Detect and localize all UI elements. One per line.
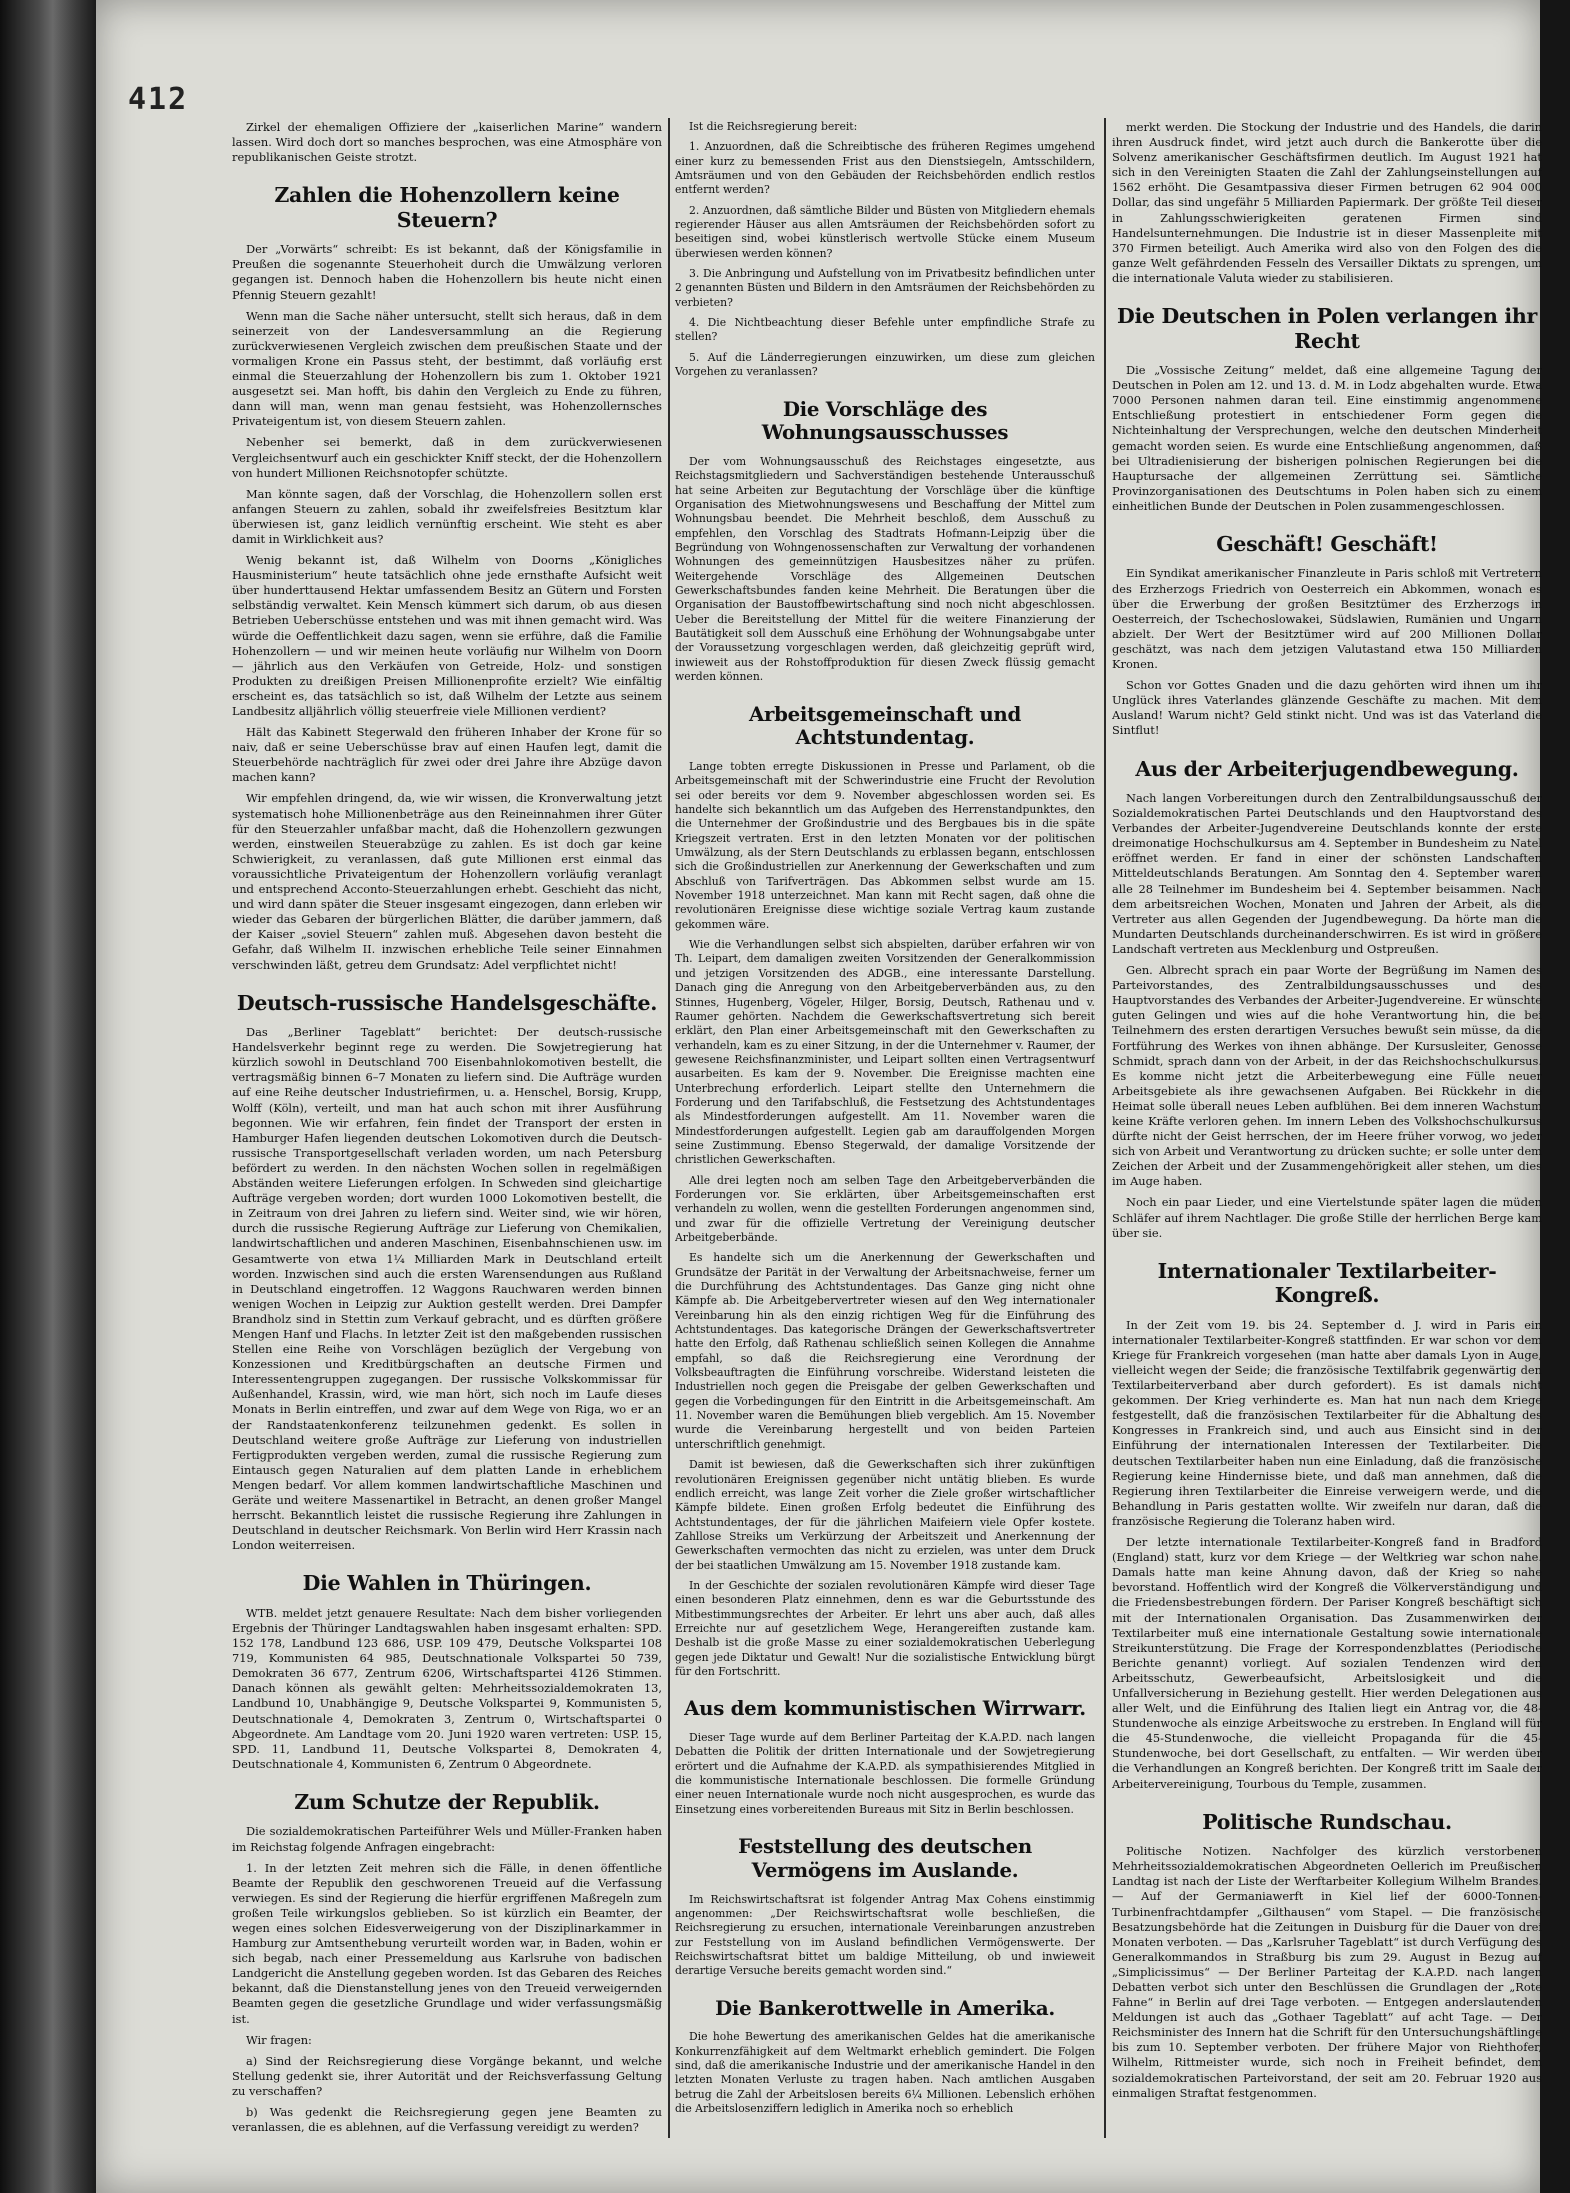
article-paragraph: Nebenher sei bemerkt, daß in dem zurückverwiesenen Vergleichsentwurf auch ein geschickter Kniff steckt, der die Hohenzollern von hundert Millionen Reichsnotopfer schützte.: [232, 435, 662, 480]
article-paragraph: Alle drei legten noch am selben Tage den Arbeitgeberverbänden die Forderungen vor. Sie erklärten, über Arbeitsgemeinschaften erst verhandeln zu wollen, wenn die gestellten Forderungen angenommen sind, und zwar für die offizielle Vertretung der Vereinigung deutscher Arbeitgeberbände.: [675, 1173, 1095, 1244]
article-paragraph: merkt werden. Die Stockung der Industrie und des Handels, die darin ihren Ausdruck findet, wird jetzt auch durch die Bankerotte über die Solvenz amerikanischer Geschäftsfirmen deutlich. Im August 1921 hat sich in den Vereinigten Staaten die Zahl der Zahlungseinstellungen auf 1562 erhöht. Die Gesamtpassiva dieser Firmen betrugen 62 904 000 Dollar, das sind ungefähr 5 Milliarden Papiermark. Der größte Teil dieser in Zahlungsschwierigkeiten geratenen Firmen sind Handelsunternehmungen. Die Industrie ist in dieser Massenpleite mit 370 Firmen beteiligt. Auch Amerika wird also von den Folgen des die ganze Welt gefährdenden Fesseln des Versailler Diktats zu sprengen, um die internationale Valuta wieder zu stabilisieren.: [1112, 120, 1542, 285]
article-paragraph: In der Zeit vom 19. bis 24. September d. J. wird in Paris ein internationaler Textilarbeiter-Kongreß stattfinden. Er war schon vor dem Kriege für Frankreich vorgesehen (man hatte aber damals Lyon in Auge, vielleicht wegen der Seide; die französische Textilfabrik gegenwärtig den Textilarbeiterverband aber durch gefordert). Es ist damals nicht gekommen. Der Krieg verhinderte es. Man hat nun nach dem Kriege festgestellt, daß die französischen Textilarbeiter für die Abhaltung des Kongresses in Frankreich sind, und auch aus Einsicht sind in der Einführung der internationalen Interessen der Textilarbeiter. Die deutschen Textilarbeiter haben nun eine Einladung, daß die französische Regierung keine Hindernisse biete, und daß man annehmen, daß die Regierung ihren Textilarbeiter die Einreise verweigern werde, und die Behandlung in Paris gestatten wollte. Wir zweifeln nur daran, daß die französische Regierung die Toleranz haben wird.: [1112, 1317, 1542, 1528]
article-paragraph: Dieser Tage wurde auf dem Berliner Parteitag der K.A.P.D. nach langen Debatten die Politik der dritten Internationale und der Sowjetregierung erörtert und die Aufnahme der K.A.P.D. als sympathisierendes Mitglied in die kommunistische Internationale beschlossen. Die formelle Gründung einer neuen Internationale wurde noch nicht ausgesprochen, es wurde das Einsetzung eines vorbereitenden Bureaus mit Sitz in Berlin beschlossen.: [675, 1731, 1095, 1816]
article-paragraph: 1. Anzuordnen, daß die Schreibtische des früheren Regimes umgehend einer kurz zu bemessenden Frist aus den Dienstsiegeln, Amtsschildern, Amtsräumen und von den Gebäuden der Reichsbehörden endlich restlos entfernt werden?: [675, 140, 1095, 197]
article-paragraph: Man könnte sagen, daß der Vorschlag, die Hohenzollern sollen erst anfangen Steuern zu zahlen, sobald ihr zweifelsfreies Besitztum klar überwiesen ist, ganz leidlich vernünftig erscheint. Wie steht es aber damit in Wirklichkeit aus?: [232, 486, 662, 546]
article-paragraph: Der vom Wohnungsausschuß des Reichstages eingesetzte, aus Reichstagsmitgliedern und Sachverständigen bestehende Unterausschuß hat seine Arbeiten zur Begutachtung der Vorschläge über die künftige Organisation des Mietwohnungswesens und Beschaffung der Mittel zum Wohnungsbau beendet. Die Mehrheit beschloß, dem Ausschuß zu empfehlen, den Vorschlag des Stadtrats Hofmann-Leipzig über die Begründung von Wohngenossenschaften zur Verwaltung der vorhandenen Wohnungen des gemeinnützigen Hausbesitzes näher zu prüfen. Weitergehende Vorschläge des Allgemeinen Deutschen Gewerkschaftsbundes fanden keine Mehrheit. Die Beratungen über die Organisation der Baustoffbewirtschaftung sind noch nicht abgeschlossen. Ueber die Bereitstellung der Mittel für die weitere Finanzierung der Bautätigkeit soll dem Ausschuß eine Erhöhung der Wohnungsabgabe unter der Voraussetzung vorgeschlagen werden, daß gleichzeitig geprüft wird, inwieweit aus der Rohstoffproduktion für diesen Zweck flüssig gemacht werden können.: [675, 455, 1095, 684]
article-paragraph: Wenn man die Sache näher untersucht, stellt sich heraus, daß in dem seinerzeit von der Landesversammlung an die Regierung zurückverwiesenen Vergleich zwischen dem preußischen Staate und der vormaligen Krone ein Passus steht, der bestimmt, daß vorläufig erst einmal die Steuerzahlung der Hohenzollern bis zum 1. Oktober 1921 ausgesetzt sei. Man hofft, bis dahin den Vergleich zu Ende zu führen, dann will man, wenn man genau festsieht, was Hohenzollernsches Privateigentum ist, von diesem Steuern zahlen.: [232, 308, 662, 429]
article-paragraph: Lange tobten erregte Diskussionen in Presse und Parlament, ob die Arbeitsgemeinschaft mit der Schwerindustrie eine Frucht der Revolution sei oder bereits vor dem 9. November abgeschlossen worden sei. Es handelte sich bekanntlich um das Aufgeben des Herrenstandpunktes, den die Unternehmer der Großindustrie und des Bergbaues bis in die späte Kriegszeit vertraten. Erst in den letzten Monaten vor der politischen Umwälzung, als der Stern Deutschlands zu erblassen begann, entschlossen sich die Großindustriellen zur Anerkennung der Gewerkschaften und zum Abschluß von Tarifverträgen. Das Abkommen selbst wurde am 15. November 1918 unterzeichnet. Man kann mit Recht sagen, daß ohne die revolutionären Ereignisse diese wichtige soziale Vertrag kaum zustande gekommen wäre.: [675, 760, 1095, 931]
article-paragraph: Wenig bekannt ist, daß Wilhelm von Doorns „Königliches Hausministerium“ heute tatsächlich ohne jede ernsthafte Aufsicht weit über hunderttausend Hektar umfassendem Besitz an Gütern und Forsten selbständig verwaltet. Kein Mensch kümmert sich darum, ob aus diesen Betrieben Ueberschüsse entstehen und was mit ihnen gemacht wird. Was würde die Oeffentlichkeit dazu sagen, wenn sie erführe, daß die Familie Hohenzollern — und wir meinen heute vorläufig nur Wilhelm von Doorn — jährlich aus den Verkäufen von Getreide, Holz- und sonstigen Produkten zu dreißigen Preisen Millionenprofite erzielt? Wie einfältig erscheint es, das tatsächlich so ist, daß Wilhelm der Letzte aus seinem Landbesitz alljährlich völlig steuerfreie viele Millionen verdient?: [232, 553, 662, 718]
article-headline: Die Vorschläge des Wohnungsausschusses: [761, 396, 1009, 445]
column-rule-2: [1104, 118, 1106, 2138]
article-paragraph: b) Was gedenkt die Reichsregierung gegen jene Beamten zu veranlassen, die es ablehnen, auf die Verfassung vereidigt zu werden?: [232, 2105, 662, 2135]
article-headline: Die Deutschen in Polen verlangen ihr Recht: [1116, 304, 1538, 353]
article-paragraph: Die hohe Bewertung des amerikanischen Geldes hat die amerikanische Konkurrenzfähigkeit auf dem Weltmarkt erheblich gemindert. Die Folgen sind, daß die amerikanische Industrie und der amerikanische Handel in den letzten Monaten Verluste zu tragen haben. Nach amtlichen Ausgaben betrug die Zahl der Arbeitslosen bereits 6¼ Millionen. Lebenslich erhöhen die Arbeitslosenziffern lediglich in Amerika noch so erheblich: [675, 2030, 1095, 2116]
article-paragraph: In der Geschichte der sozialen revolutionären Kämpfe wird dieser Tage einen besonderen Platz einnehmen, denn es war die Geburtsstunde des Mitbestimmungsrechtes der Arbeiter. Er lehrt uns aber auch, daß alles Erreichte nur auf gesetzlichem Wege, Herangereiften zustande kam. Deshalb ist die große Masse zu einer sozialdemokratischen Ueberlegung gegen jede Diktatur und Gewalt! Nur die sozialistische Entwicklung bürgt für den Fortschritt.: [675, 1578, 1095, 1678]
scan-right-edge: [1540, 0, 1570, 2193]
column-1: [232, 120, 662, 2141]
article-paragraph: Im Reichswirtschaftsrat ist folgender Antrag Max Cohens einstimmig angenommen: „Der Reichswirtschaftsrat wolle beschließen, die Reichsregierung zu ersuchen, internationale Vereinbarungen anzustreben zur Feststellung von im Ausland befindlichen Vermögenswerte. Der Reichswirtschaftsrat bittet um baldige Mitteilung, ob und inwieweit derartige Versuche bereits gemacht worden sind.“: [675, 1892, 1095, 1978]
article-paragraph: Politische Notizen. Nachfolger des kürzlich verstorbenen Mehrheitssozialdemokratischen Abgeordneten Oellerich im Preußischen Landtag ist nach der Liste der Werftarbeiter Kollegium Wilhelm Brandes. — Auf der Germaniawerft in Kiel lief der 6000-Tonnen-Turbinenfrachtdampfer „Gilthausen“ vom Stapel. — Die französische Besatzungsbehörde hat die Zeitungen in Duisburg für die Dauer von drei Monaten verboten. — Das „Karlsruher Tageblatt“ ist durch Verfügung des Generalkommandos in Straßburg bis zum 29. August in Bezug auf „Simplicissimus“ — Der Berliner Parteitag der K.A.P.D. nach langen Debatten verbot sich unter den Beschlüssen die Grundlagen der „Rote Fahne“ in Berlin auf drei Tage verboten. — Entgegen anderslautenden Meldungen ist auch das „Gothaer Tageblatt“ auf acht Tage. — Der Reichsminister des Innern hat die Schrift für den Untersuchungshäftlinge bis zum 10. September verboten. Der frühere Major von Riehthofer, Wilhelm, Rittmeister wurde, sich noch in Freiheit befindet, dem sozialdemokratischen Parteivorstand, der seit am 20. Februar 1920 aus einmaligen Straftat festgenommen.: [1112, 1844, 1542, 2100]
article-headline: Feststellung des deutschen Vermögens im Auslande.: [738, 1834, 1032, 1882]
article-paragraph: 1. In der letzten Zeit mehren sich die Fälle, in denen öffentliche Beamte der Republik den geschworenen Treueid auf die Verfassung verwiegen. Es sind der Regierung die hierfür ergriffenen Maßregeln zum großen Teile wirkungslos geblieben. So ist kürzlich ein Beamter, der wegen eines solchen Eidesverweigerung von der Disziplinarkammer in Hamburg zur Amtsenthebung verurteilt worden war, in Baden, wohin er sich begab, nach einer Pressemeldung aus Karlsruhe von badischen Landgericht die Anstellung gegeben worden. Ist das Gebaren des Reiches bekannt, daß die Dienstanstellung jenes von den Treueid verweigernden Beamten gegen die gesetzliche Grundlage und wider verfassungsmäßig ist.: [232, 1860, 662, 2026]
article-paragraph: Wir fragen:: [246, 2032, 312, 2047]
article-paragraph: Nach langen Vorbereitungen durch den Zentralbildungsausschuß der Sozialdemokratischen Partei Deutschlands und den Hauptvorstand des Verbandes der Arbeiter-Jugendvereine Deutschlands konnte der erste dreimonatige Hochschulkursus am 4. September in Bundesheim zu Natel eröffnet werden. Er fand in einer der schönsten Landschaften Mitteldeutschlands Beratungen. Am Sonntag den 4. September waren alle 28 Teilnehmer im Bundesheim bei 4. September beisammen. Nach dem arbeitsreichen Wochen, Monaten und Jahren der Arbeit, als die Vertreter aus allen Gegenden der Jugendbewegung. Da hörte man die Mundarten Deutschlands durcheinanderschwirren. Es ist wird in größere Landschaft vertreten aus Mecklenburg und Ostpreußen.: [1112, 791, 1542, 956]
article-paragraph: 4. Die Nichtbeachtung dieser Befehle unter empfindliche Strafe zu stellen?: [675, 316, 1095, 344]
article-headline: Zum Schutze der Republik.: [294, 1789, 600, 1814]
article-paragraph: Gen. Albrecht sprach ein paar Worte der Begrüßung im Namen des Parteivorstandes, des Zentralbildungsausschusses und des Hauptvorstandes des Verbandes der Arbeiter-Jugendvereine. Er wünschte guten Gelingen und wies auf die hohe Verantwortung hin, die bei Teilnehmern des ersten derartigen Versuches bewußt sein müsse, da die Fortführung des Werkes von ihnen abhänge. Der Kursusleiter, Genosse Schmidt, sprach dann von der Arbeit, in der das Reichshochschulkursus. Es komme nicht jetzt die Arbeiterbewegung eine Fülle neuer Arbeitsgebiete als ihre gewachsenen Aufgaben. Bei Rückkehr in die Heimat solle überall neues Leben aufblühen. Bei dem inneren Wachstum keine Kräfte verloren gehen. Im innern Leben des Volkshochschulkursus dürfte nicht der Geist herrschen, der im Heere früher vorwog, wo jeder sich von Arbeit und Verantwortung zu drücken suchte; er solle unter dem Zeichen der Arbeit und der Zusammengehörigkeit aller stehen, um dies im Auge haben.: [1112, 963, 1542, 1189]
article-paragraph: WTB. meldet jetzt genauere Resultate: Nach dem bisher vorliegenden Ergebnis der Thüringer Landtagswahlen haben insgesamt erhalten: SPD. 152 178, Landbund 123 686, USP. 109 479, Deutsche Volkspartei 108 719, Kommunisten 64 985, Deutschnationale Volkspartei 50 739, Demokraten 36 677, Zentrum 6206, Wirtschaftspartei 4126 Stimmen. Danach können als gewählt gelten: Mehrheitssozialdemokraten 13, Landbund 10, Unabhängige 9, Deutsche Volkspartei 9, Kommunisten 5, Deutschnationale 4, Demokraten 3, Zentrum 0, Wirtschaftspartei 0 Abgeordnete. Am Landtage vom 20. Juni 1920 waren vertreten: USP. 15, SPD. 11, Landbund 11, Deutsche Volkspartei 8, Demokraten 4, Deutschnationale 4, Kommunisten 6, Zentrum 0 Abgeordnete.: [232, 1605, 662, 1771]
article-paragraph: Ist die Reichsregierung bereit:: [689, 120, 858, 133]
article-headline: Geschäft! Geschäft!: [1216, 531, 1438, 556]
column-2: [675, 120, 1095, 2123]
column-3: [1112, 120, 1542, 2107]
article-headline: Aus dem kommunistischen Wirrwarr.: [684, 1696, 1086, 1721]
article-paragraph: Damit ist bewiesen, daß die Gewerkschaften sich ihrer zukünftigen revolutionären Ereignissen gegenüber nicht untätig blieben. Es wurde endlich erreicht, was lange Zeit vorher die Ziele großer wirtschaftlicher Kämpfe bildete. Einen großen Erfolg bedeutet die Einführung des Achtstundentages, der für die jährlichen Maifeiern viele Opfer kostete. Zahllose Streiks um Verkürzung der Arbeitszeit und Anerkennung der Gewerkschaften vermochten das nicht zu erzielen, was unter dem Druck der bei staatlichen Umwälzung am 15. November 1918 zustande kam.: [675, 1458, 1095, 1572]
article-headline: Deutsch-russische Handelsgeschäfte.: [236, 990, 658, 1015]
article-headline: Arbeitsgemeinschaft und Achtstundentag.: [749, 701, 1021, 750]
article-headline: Die Bankerottwelle in Amerika.: [715, 1995, 1055, 2020]
article-headline: Die Wahlen in Thüringen.: [302, 1571, 592, 1596]
article-paragraph: Die sozialdemokratischen Parteiführer Wels und Müller-Franken haben im Reichstag folgende Anfragen eingebracht:: [232, 1824, 662, 1854]
article-paragraph: Der letzte internationale Textilarbeiter-Kongreß fand in Bradford (England) statt, kurz vor dem Kriege — der Weltkrieg war schon nahe. Damals hatte man keine Ahnung davon, daß der Krieg so nahe bevorstand. Hoffentlich wird der Kongreß die Völkerverständigung und die Friedensbestrebungen fördern. Der Pariser Kongreß beschäftigt sich mit der Internationalen Organisation. Das Zusammenwirken der Textilarbeiter muß eine internationale Gestaltung sowie internationale Streikunterstützung. Die Frage der Korrespondenzblattes (Periodische Berichte genannt) vorliegt. Auf sozialen Tendenzen wird den Arbeitsschutz, Gewerbeaufsicht, Arbeitslosigkeit und die Unfallversicherung in Beziehung gestellt. Hier werden Delegationen aus aller Welt, und die Einführung des Italien liegt ein Antrag vor, die 48-Stundenwoche als einzige Arbeitswoche zu erstreben. In England will für die 45-Stundenwoche, die vielleicht Propaganda für die 45-Stundenwoche, bei dort Gesellschaft, zu entfalten. — Wir werden über die Verhandlungen an Kongreß berichten. Der Kongreß tritt im Saale der Arbeitervereinigung, Tourbous du Temple, zusammen.: [1112, 1535, 1542, 1791]
article-paragraph: Die „Vossische Zeitung“ meldet, daß eine allgemeine Tagung der Deutschen in Polen am 12. und 13. d. M. in Lodz abgehalten wurde. Etwa 7000 Personen nahmen daran teil. Eine einstimmig angenommene Entschließung protestiert in entschiedener Form gegen die Nichteinhaltung der Versprechungen, welche den deutschen Minderheit gemacht worden seien. Es wurde eine Entschließung angenommen, daß bei Ultradienisierung der bisherigen polnischen Regierungen bei die Hauptursache der allgemeinen Zerrüttung sei. Sämtliche Provinzorganisationen des Deutschtums in Polen haben sich zu einem einheitlichen Bunde der Deutschen in Polen zusammengeschlossen.: [1112, 363, 1542, 513]
article-paragraph: 2. Anzuordnen, daß sämtliche Bilder und Büsten von Mitgliedern ehemals regierender Häuser aus allen Amtsräumen der Reichsbehörden sofort zu beseitigen sind, wobei künstlerisch wertvolle Stücke einem Museum überwiesen werden können?: [675, 203, 1095, 260]
article-headline: Internationaler Textilarbeiter-Kongreß.: [1157, 1258, 1497, 1308]
article-paragraph: Hält das Kabinett Stegerwald den früheren Inhaber der Krone für so naiv, daß er seine Ueberschüsse brav auf einen Haufen legt, damit die Steuerbehörde nachträglich für zwei oder drei Jahre ihre Abzüge davon machen kann?: [232, 725, 662, 785]
article-headline: Aus der Arbeiterjugendbewegung.: [1135, 756, 1519, 781]
article-paragraph: Schon vor Gottes Gnaden und die dazu gehörten wird ihnen um ihr Unglück ihres Vaterlandes glänzende Geschäfte zu machen. Mit dem Ausland! Warum nicht? Geld stinkt nicht. Und was ist das Vaterland die Sintflut!: [1112, 678, 1542, 738]
article-paragraph: 3. Die Anbringung und Aufstellung von im Privatbesitz befindlichen unter 2 genannten Büsten und Bildern in den Amtsräumen der Reichsbehörden zu verbieten?: [675, 267, 1095, 309]
article-paragraph: 5. Auf die Länderregierungen einzuwirken, um diese zum gleichen Vorgehen zu veranlassen?: [675, 350, 1095, 379]
article-paragraph: a) Sind der Reichsregierung diese Vorgänge bekannt, und welche Stellung gedenkt sie, ihrer Autorität und der Reichsverfassung Geltung zu verschaffen?: [232, 2053, 662, 2098]
article-headline: Zahlen die Hohenzollern keine Steuern?: [274, 183, 620, 232]
article-paragraph: Zirkel der ehemaligen Offiziere der „kaiserlichen Marine“ wandern lassen. Wird doch dort so manches besprochen, was eine Atmosphäre von republikanischen Geiste strotzt.: [232, 120, 662, 165]
article-paragraph: Der „Vorwärts“ schreibt: Es ist bekannt, daß der Königsfamilie in Preußen die sogenannte Steuerhoheit durch die Umwälzung verloren gegangen ist. Dennoch haben die Hohenzollern bis heute nicht einen Pfennig Steuern gezahlt!: [232, 242, 662, 302]
page-number: 412: [128, 82, 189, 117]
article-paragraph: Das „Berliner Tageblatt“ berichtet: Der deutsch-russische Handelsverkehr beginnt rege zu werden. Die Sowjetregierung hat kürzlich sowohl in Deutschland 700 Eisenbahnlokomotiven bestellt, die vertragsmäßig binnen 6–7 Monaten zu liefern sind. Die Aufträge wurden auf eine Reihe deutscher Industriefirmen, u. a. Henschel, Borsig, Krupp, Wolff (Köln), verteilt, und man hat auch schon mit ihrer Ausführung begonnen. Wie wir erfahren, fein findet der Transport der ersten in Hamburger Hafen liegenden deutschen Lokomotiven durch die Deutsch-russische Transportgesellschaft verladen worden, um nach Petersburg befördert zu werden. In den nächsten Wochen sollen in regelmäßigen Abständen weitere Lieferungen erfolgen. In Schweden sind gleichartige Aufträge vergeben worden; dort wurden 1000 Lokomotiven bestellt, die in Zeitraum von drei Jahren zu liefern sind. Weiter sind, wie wir hören, durch die russische Regierung Aufträge zur Lieferung von Chemikalien, landwirtschaftlichen und anderen Maschinen, Eisenbahnschienen usw. im Gesamtwerte von etwa 1¼ Milliarden Mark in Deutschland erteilt worden. Inzwischen sind auch die ersten Warensendungen aus Rußland in Deutschland eingetroffen. 12 Waggons Rauchwaren werden binnen wenigen Wochen in Leipzig zur Auktion gestellt werden. Drei Dampfer Brandholz sind in Stettin zum Verkauf gebracht, und es dürften größere Mengen Hanf und Flachs. In letzter Zeit ist den maßgebenden russischen Stellen eine Reihe von Vorschlägen bezüglich der Vergebung von Konzessionen und Kreditbürgschaften an deutsche Firmen und Interessentengruppen zugegangen. Der russische Volkskommissar für Außenhandel, Krassin, wird, wie man hört, sich noch im Laufe dieses Monats in Berlin eintreffen, und zwar auf dem Wege von Riga, wo er an der Randstaatenkonferenz teilzunehmen gedenkt. Es sollen in Deutschland weitere große Aufträge zur Lieferung von industriellen Fertigprodukten vergeben werden, zumal die russische Regierung zum Eintausch gegen Naturalien auf dem platten Lande in erheblichem Mengen bedarf. Vor allem kommen landwirtschaftliche Maschinen und Geräte und weitere Massenartikel in Betracht, an denen großer Mangel herrscht. Bekanntlich leistet die russische Regierung ihre Zahlungen in Deutschland in deutscher Reichsmark. Von Berlin wird Herr Krassin nach London weiterreisen.: [232, 1025, 662, 1553]
article-paragraph: Noch ein paar Lieder, und eine Viertelstunde später lagen die müden Schläfer auf ihrem Nachtlager. Die große Stille der herrlichen Berge kam über sie.: [1112, 1195, 1542, 1240]
article-paragraph: Wie die Verhandlungen selbst sich abspielten, darüber erfahren wir von Th. Leipart, dem damaligen zweiten Vorsitzenden der Generalkommission und jetzigen Vorsitzenden des ADGB., eine interessante Darstellung. Danach ging die Anregung von den Arbeitgeberverbänden aus, zu den Stinnes, Hugenberg, Vögeler, Hilger, Borsig, Deutsch, Rathenau und v. Raumer gehörten. Nachdem die Gewerkschaftsvertretung sich bereit erklärt, den Plan einer Arbeitsgemeinschaft mit den Gewerkschaften zu verhandeln, kam es zu einer Sitzung, in der die Unternehmer v. Raumer, der gewesene Reichsfinanzminister, und Leipart sollten einen Vertragsentwurf ausarbeiten. Es kam der 9. November. Die Ereignisse machten eine Unterbrechung erforderlich. Leipart stellte den Unternehmern die Forderung und den Tarifabschluß, die Festsetzung des Achtstundentages als Mindestforderungen aufgestellt. Am 11. November waren die Mindestforderungen aufgestellt. Legien gab am darauffolgenden Morgen seine Zustimmung. Ebenso Stegerwald, der damalige Vorsitzende der christlichen Gewerkschaften.: [675, 938, 1095, 1167]
article-paragraph: Ein Syndikat amerikanischer Finanzleute in Paris schloß mit Vertretern des Erzherzogs Friedrich von Oesterreich ein Abkommen, wonach es über die Erwerbung der großen Besitztümer des Erzherzogs in Oesterreich, der Tschechoslowakei, Südslawien, Rumänien und Ungarn abzielt. Der Wert der Besitztümer wird auf 200 Millionen Dollar geschätzt, was nach dem jetzigen Valutastand etwa 150 Milliarden Kronen.: [1112, 566, 1542, 672]
article-paragraph: Wir empfehlen dringend, da, wie wir wissen, die Kronverwaltung jetzt systematisch hohe Millionenbeträge aus den Reineinnahmen ihrer Güter für den Steuerzahler unfaßbar macht, daß die Hohenzollern gezwungen werden, einstweilen Steuerabzüge zu zahlen. Es ist doch gar keine Schwierigkeit, zu veranlassen, daß gute Millionen erst einmal das voraussichtliche Privateigentum der Hohenzollern vorläufig veranlagt und entsprechend Acconto-Steuerzahlungen erhebt. Geschieht das nicht, und wird dann später die Steuer insgesamt eingezogen, dann erleben wir wieder das Gebaren der bürgerlichen Blätter, die darüber jammern, daß der Kaiser „soviel Steuern“ zahlen muß. Abgesehen davon besteht die Gefahr, daß Wilhelm II. inzwischen erhebliche Teile seiner Einnahmen verschwinden läßt, getreu dem Grundsatz: Adel verpflichtet nicht!: [232, 791, 662, 972]
article-headline: Politische Rundschau.: [1202, 1809, 1452, 1834]
article-paragraph: Es handelte sich um die Anerkennung der Gewerkschaften und Grundsätze der Parität in der Verwaltung der Arbeitsnachweise, ferner um die Durchführung des Achtstundentages. Das Ganze ging nicht ohne Kämpfe ab. Die Arbeitgebervertreter wiesen auf den Weg internationaler Vereinbarung hin als den einzig richtigen Weg für die Einführung des Achtstundentages. Das kategorische Drängen der Gewerkschaftsvertreter hatte den Erfolg, daß Rathenau schließlich seinen Kollegen die Annahme empfahl, so daß die Reichsregierung eine Verordnung der Volksbeauftragten die Einführung vorschreibe. Widerstand leisteten die Industriellen noch gegen die Preisgabe der gelben Gewerkschaften und gegen die Vorbedingungen für den Eintritt in die Arbeitsgemeinschaft. Am 11. November waren die Bemühungen blieb vergeblich. Am 15. November wurde die Vereinbarung hergestellt und von beiden Parteien unterschriftlich genehmigt.: [675, 1251, 1095, 1451]
binding-edge: [0, 0, 96, 2193]
column-rule-1: [668, 118, 670, 2138]
